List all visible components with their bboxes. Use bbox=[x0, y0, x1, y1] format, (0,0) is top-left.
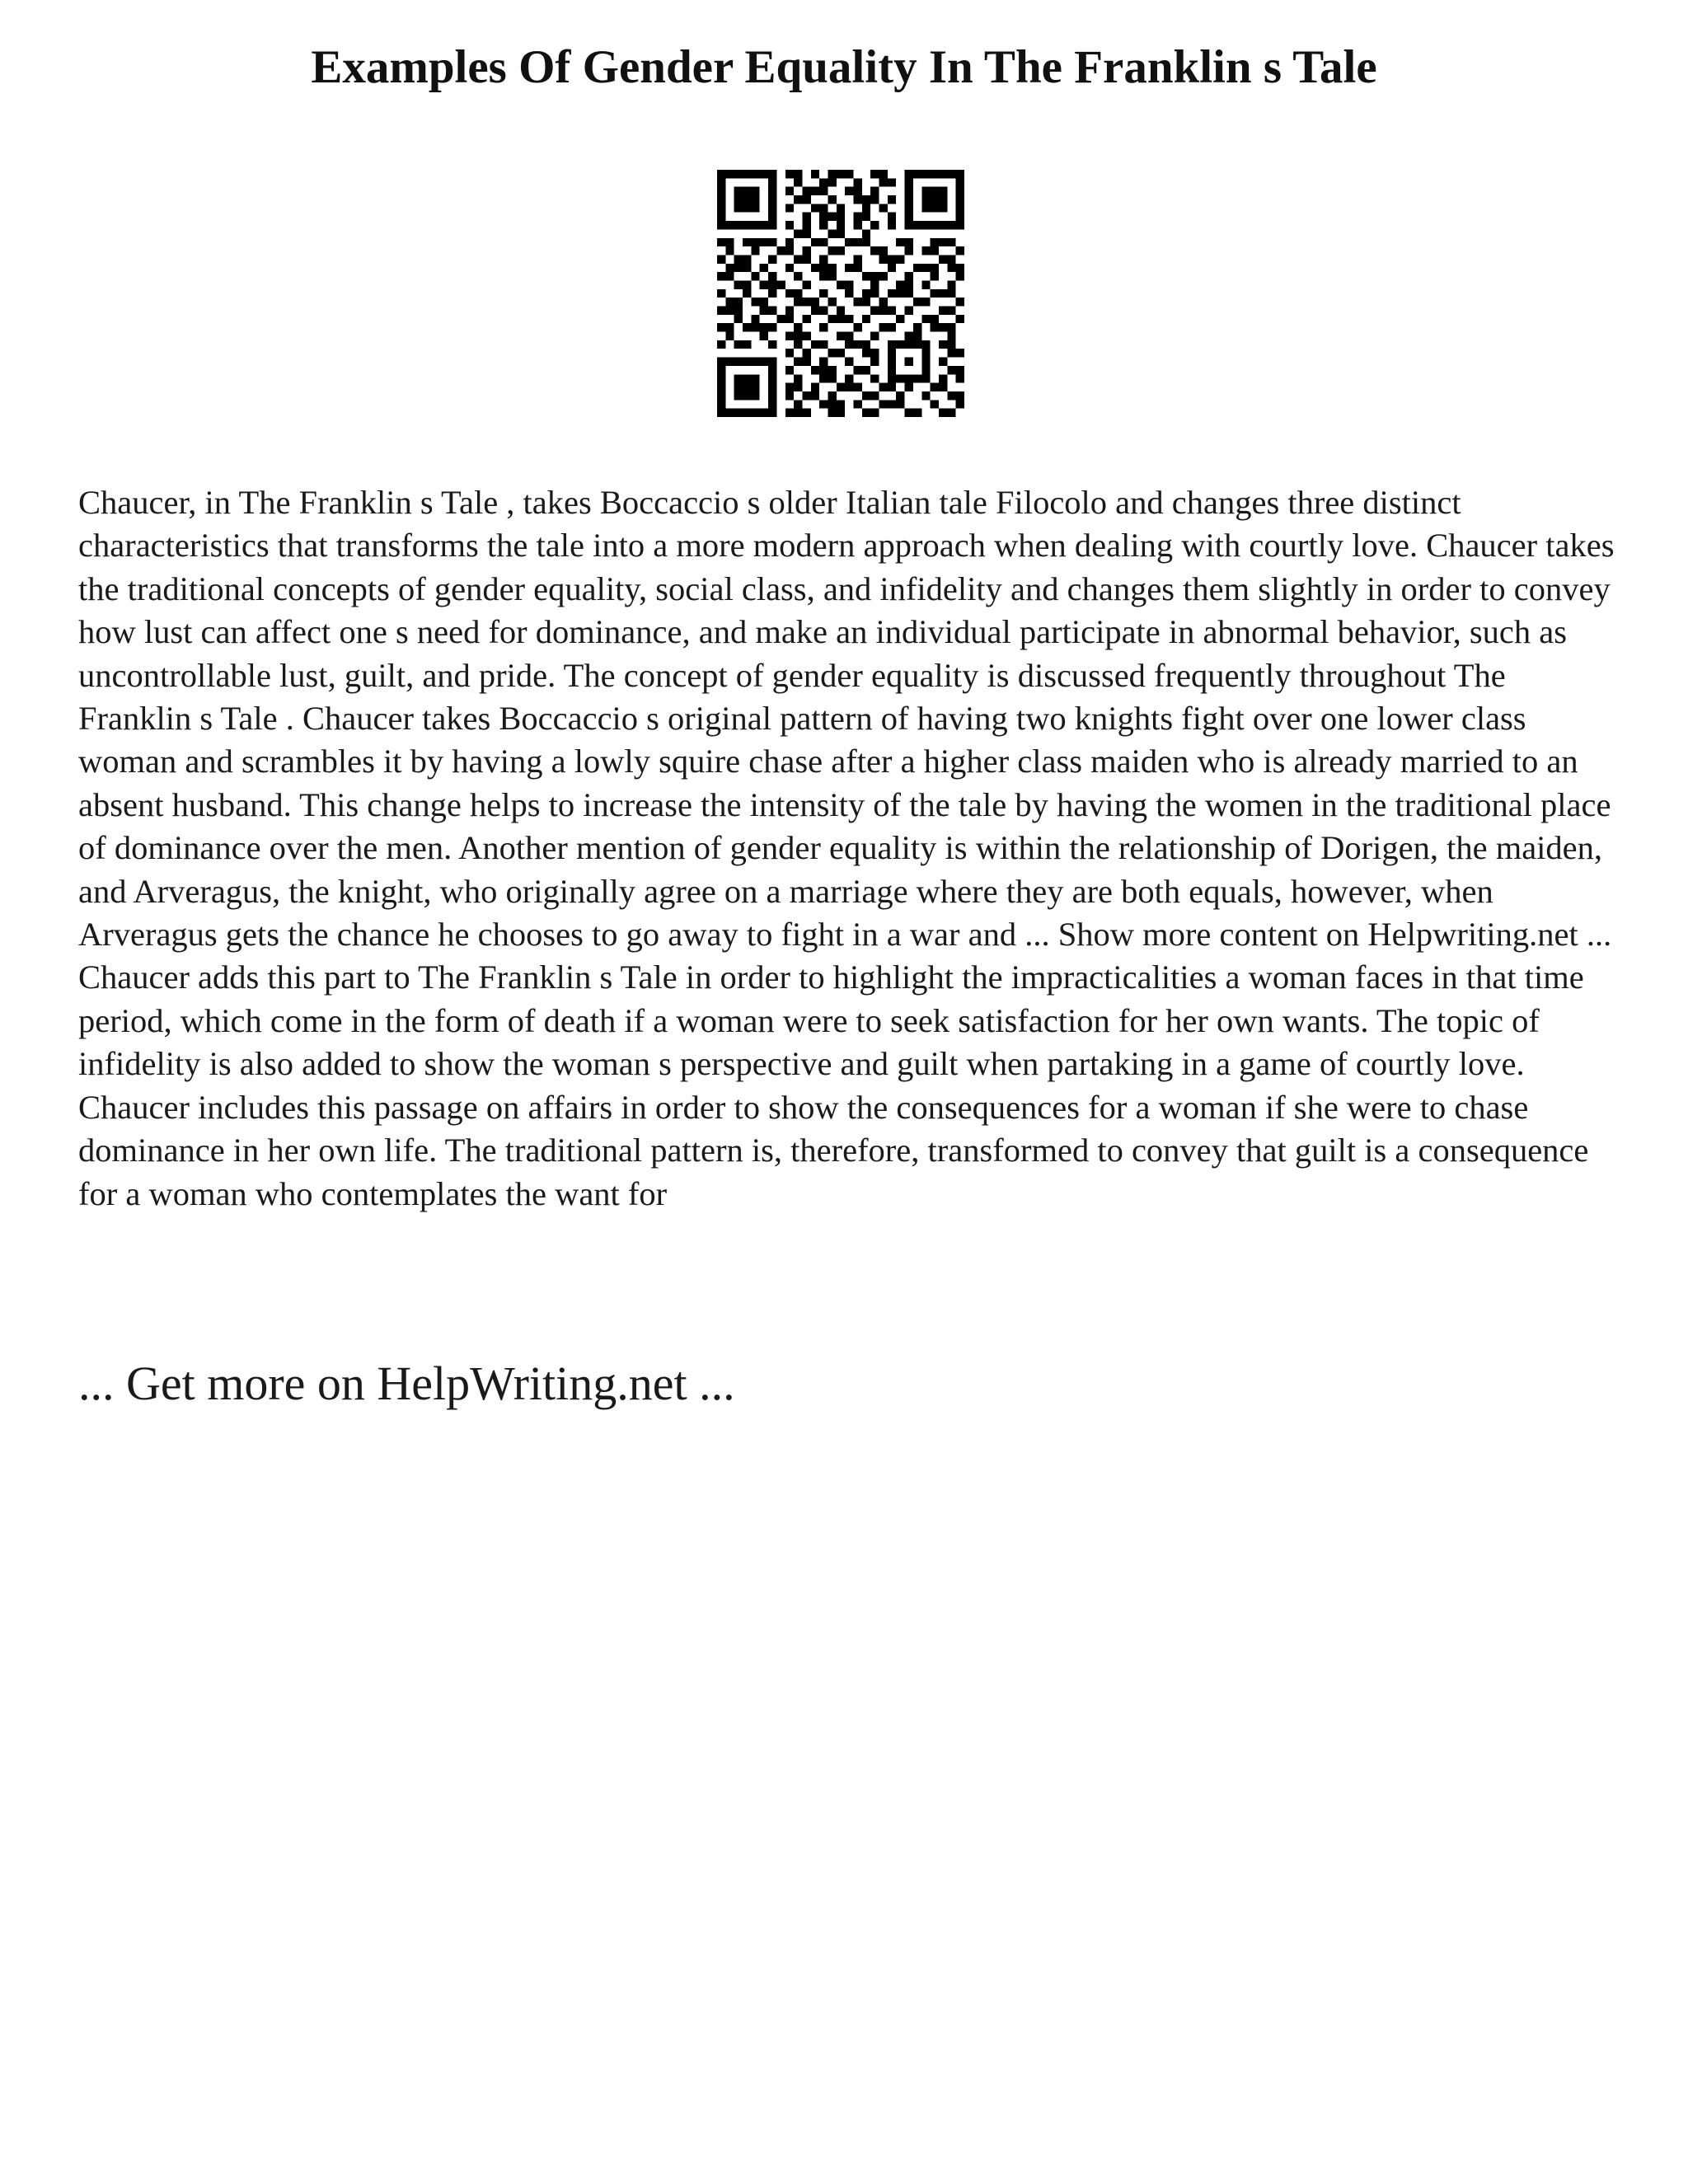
document-title: Examples Of Gender Equality In The Franklin s Tale bbox=[311, 41, 1377, 93]
document-body bbox=[78, 481, 1620, 1216]
get-more-link[interactable]: ... Get more on HelpWriting.net ... bbox=[78, 1357, 735, 1410]
body-paragraph: Chaucer adds this part to The Franklin s Tale in order to highlight the impracticalities a woman faces in that time period, which come in the form of death if a woman were to seek satisfaction for her own wants. The topic of infidelity is also added to show the woman s perspective and guilt when partaking in a game of courtly love. Chaucer includes this passage on affairs in order to show the consequences for a woman if she were to chase dominance in her own life. The traditional pattern is, therefore, transformed to convey that guilt is a consequence for a woman who contemplates the want for bbox=[78, 958, 1589, 1212]
qr-code-icon bbox=[717, 170, 964, 417]
body-paragraph: Chaucer, in The Franklin s Tale , takes Boccaccio s older Italian tale Filocolo and changes three distinct characteristics that transforms the tale into a more modern approach when dealing with courtly love. Chaucer takes the traditional concepts of gender equality, social class, and infidelity and changes them slightly in order to convey how lust can affect one s need for dominance, and make an individual participate in abnormal behavior, such as uncontrollable lust, guilt, and pride. The concept of gender equality is discussed frequently throughout The Franklin s Tale . Chaucer takes Boccaccio s original pattern of having two knights fight over one lower class woman and scrambles it by having a lowly squire chase after a higher class maiden who is already married to an absent husband. This change helps to increase the intensity of the tale by having the women in the traditional place of dominance over the men. Another mention of gender equality is within the relationship of Dorigen, the maiden, and Arveragus, the knight, who originally agree on a marriage where they are both equals, however, when Arveragus gets the chance he chooses to go away to fight in a war and ... Show more content on Helpwriting.net ... bbox=[78, 484, 1615, 954]
